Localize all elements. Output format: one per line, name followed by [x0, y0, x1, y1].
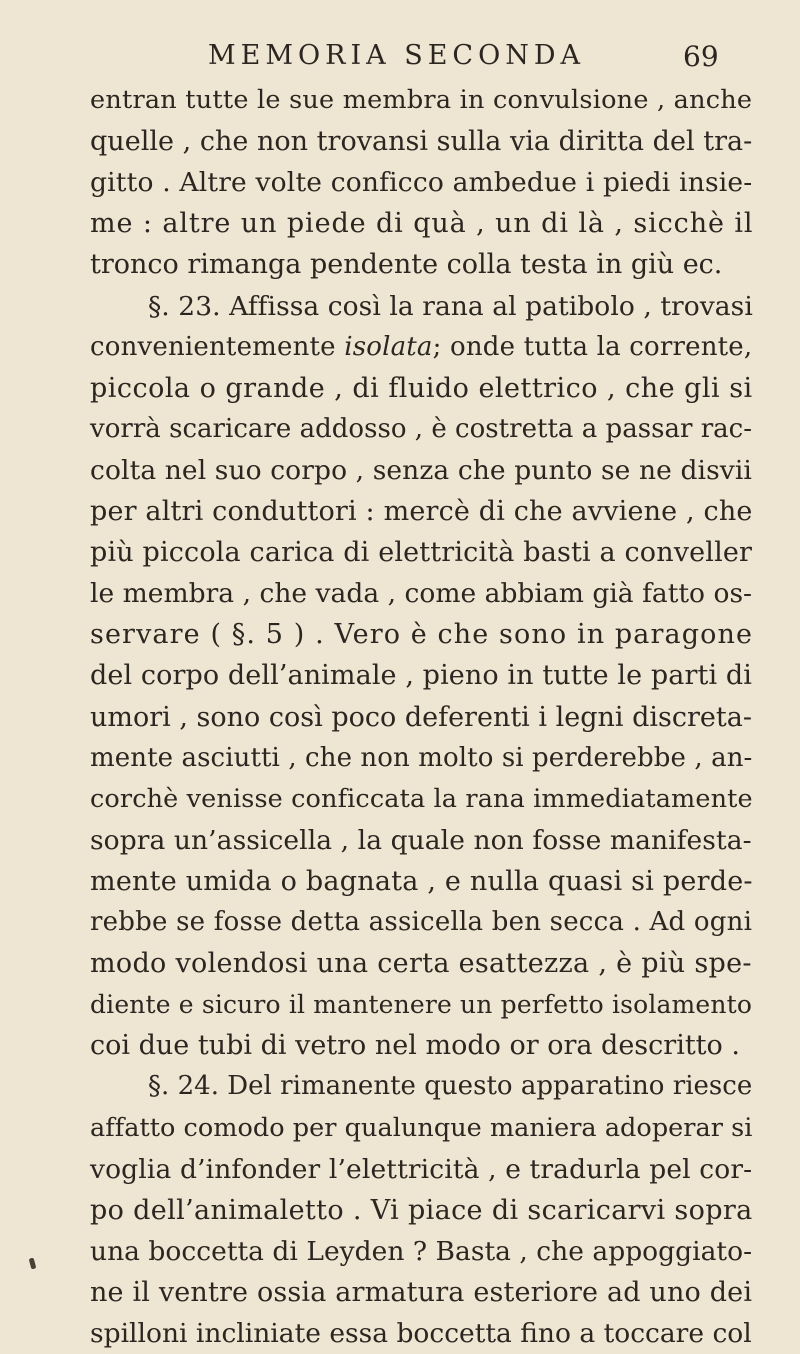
- text-line: §. 24. Del rimanente questo apparatino riesce: [148, 1071, 753, 1102]
- text-line: me : altre un piede di quà , un di là , sicchè il: [90, 208, 754, 240]
- italic-term: isolata: [344, 331, 433, 362]
- text-line: [90, 327, 752, 368]
- text-line: rebbe se fosse detta assicella ben secca . Ad ogni: [90, 907, 753, 937]
- text-line: sopra un’assicella , la quale non fosse manifesta-: [90, 824, 752, 856]
- text-line: per altri conduttori : mercè di che avviene , che: [90, 496, 753, 527]
- text-line: mente asciutti , che non molto si perderebbe , an-: [90, 742, 753, 773]
- text-line: affatto comodo per qualunque maniera adoperar si: [90, 1112, 753, 1143]
- text-line: modo volendosi una certa esattezza , è più spe-: [90, 948, 752, 980]
- text-line: voglia d’infonder l’elettricità , e tradurla pel cor-: [90, 1153, 753, 1185]
- text-line: entran tutte le sue membra in convulsione , anche: [90, 85, 753, 115]
- text-line: servare ( §. 5 ) . Vero è che sono in paragone: [90, 619, 754, 651]
- text-run: ; onde tutta la corrente,: [432, 331, 753, 362]
- text-line: vorrà scaricare addosso , è costretta a passar rac-: [90, 413, 753, 444]
- running-head: [0, 36, 800, 76]
- text-run: convenientemente: [90, 331, 345, 362]
- text-line: §. 23. Affissa così la rana al patibolo , trovasi: [148, 290, 753, 322]
- ink-mark: [29, 1258, 37, 1270]
- text-line: piccola o grande , di fluido elettrico , che gli si: [90, 372, 753, 404]
- text-line: corchè venisse conficcata la rana immediatamente: [90, 783, 753, 814]
- text-line: po dell’animaletto . Vi piace di scaricarvi sopra: [90, 1194, 753, 1226]
- text-line: spilloni incliniate essa boccetta fino a toccare col: [90, 1318, 752, 1349]
- running-title: MEMORIA SECONDA: [208, 40, 585, 71]
- text-line: del corpo dell’animale , pieno in tutte le parti di: [90, 660, 752, 692]
- page-number: 69: [683, 40, 719, 73]
- text-line: gitto . Altre volte conficco ambedue i piedi insie-: [90, 167, 753, 199]
- text-line: diente e sicuro il mantenere un perfetto isolamento: [90, 990, 753, 1020]
- text-line: le membra , che vada , come abbiam già fatto os-: [90, 578, 753, 610]
- text-line: più piccola carica di elettricità basti a conveller: [90, 537, 753, 569]
- text-line: una boccetta di Leyden ? Basta , che appoggiato-: [90, 1235, 753, 1267]
- text-line: tronco rimanga pendente colla testa in giù ec.: [90, 249, 723, 281]
- text-line: colta nel suo corpo , senza che punto se ne disvii: [90, 454, 753, 486]
- text-line: ne il ventre ossia armatura esteriore ad uno dei: [90, 1276, 753, 1308]
- text-line: quelle , che non trovansi sulla via diritta del tra-: [90, 126, 753, 158]
- text-line: coi due tubi di vetro nel modo or ora descritto .: [90, 1030, 740, 1062]
- text-line: mente umida o bagnata , e nulla quasi si perde-: [90, 865, 753, 897]
- text-line: umori , sono così poco deferenti i legni discreta-: [90, 701, 752, 733]
